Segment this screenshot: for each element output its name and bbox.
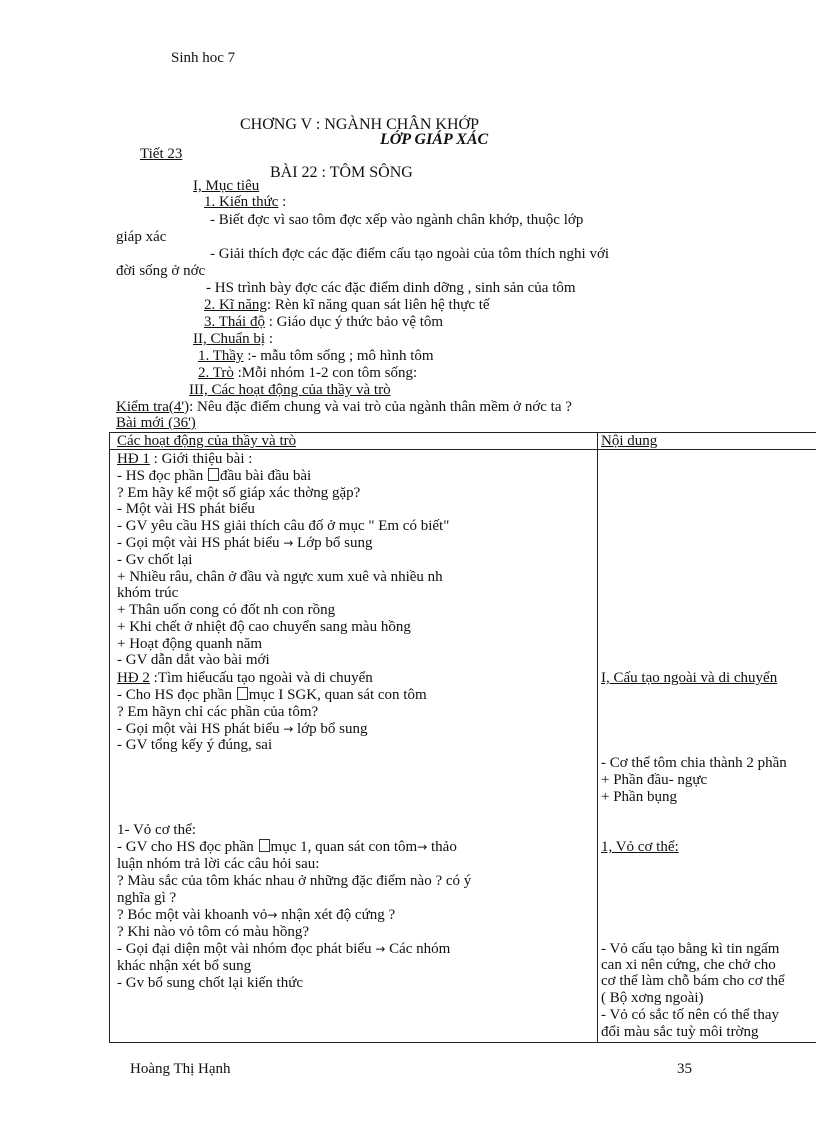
student-label: 2. Trò: [198, 365, 234, 381]
column-divider: [597, 433, 598, 1042]
missing-glyph-box: [259, 839, 270, 852]
attitude-label: 3. Thái độ: [204, 314, 265, 330]
check-line: [116, 399, 572, 416]
activity-line-13: [117, 687, 427, 704]
shell-line-8a: - Gọi đại diện một vài nhóm đọc phát biểu: [117, 941, 376, 957]
hd2-label: HĐ 2: [117, 670, 150, 686]
skills-label: 2. Kĩ năng: [204, 297, 267, 313]
activity-line-4: - GV yêu cầu HS giải thích câu đố ở mục " Em có biết": [117, 518, 450, 534]
activity-line-7: + Nhiều râu, chân ở đầu và ngực xum xuê và nhiều nh: [117, 569, 443, 585]
shell-line-2c: thảo: [427, 839, 457, 855]
footer-author: Hoàng Thị Hạnh: [130, 1061, 231, 1077]
activity-line-1: [117, 468, 311, 485]
right-arrow-icon: →: [283, 536, 294, 550]
shell-line-6: [117, 907, 395, 924]
activity-line-10: + Khi chết ở nhiệt độ cao chuyển sang màu hồng: [117, 619, 411, 635]
content-heading-1: I, Cấu tạo ngoài và di chuyển: [601, 670, 778, 686]
activity-line-5b: Lớp bổ sung: [293, 535, 373, 551]
activity-line-16: - GV tổng kếy ý đúng, sai: [117, 737, 273, 753]
activity-line-1a: - HS đọc phần: [117, 468, 207, 484]
hd1-line: [117, 451, 252, 468]
student-line: [198, 365, 417, 382]
attitude-line: [204, 314, 443, 331]
knowledge-line: [204, 194, 286, 211]
shell-line-2: [117, 839, 457, 856]
shell-line-8: [117, 941, 450, 958]
period-label: Tiết 23: [140, 146, 183, 162]
lesson-title: BÀI 22 : TÔM SÔNG: [270, 164, 413, 181]
prep-heading: II, Chuẩn bị: [193, 331, 266, 347]
class-title: LỚP GIÁP XÁC: [380, 131, 489, 148]
check-label: Kiểm tra(4': [116, 399, 185, 415]
prep-heading-after: :: [265, 331, 273, 347]
content-line-11: đổi màu sắc tuỳ môi trờng: [601, 1024, 759, 1040]
activity-line-14: ? Em hãyn chỉ các phần của tôm?: [117, 704, 319, 720]
right-arrow-icon: →: [375, 942, 386, 956]
page-number: 35: [677, 1061, 692, 1077]
chapter-title: CHƠNG V : NGÀNH CHÂN KHỚP: [240, 116, 479, 133]
activity-line-8: khóm trúc: [117, 585, 179, 601]
lesson-table: [109, 432, 816, 1043]
activity-line-2: ? Em hãy kể một số giáp xác thờng gặp?: [117, 485, 361, 501]
content-line-10: - Vỏ có sắc tố nên có thể thay: [601, 1007, 780, 1023]
content-line-4: + Phần bụng: [601, 789, 677, 805]
skills-text: : Rèn kĩ năng quan sát liên hệ thực tế: [266, 297, 490, 313]
right-arrow-icon: →: [417, 840, 428, 854]
activity-line-13a: - Cho HS đọc phần: [117, 687, 236, 703]
shell-line-4: ? Màu sắc của tôm khác nhau ở những đặc điểm nào ? có ý: [117, 873, 472, 889]
shell-line-9: khác nhận xét bổ sung: [117, 958, 252, 974]
activity-line-5a: - Gọi một vài HS phát biểu: [117, 535, 280, 551]
content-heading-5: 1, Vỏ cơ thể:: [601, 839, 679, 855]
activity-line-3: - Một vài HS phát biểu: [117, 501, 255, 517]
knowledge-item-3: - HS trình bày đợc các đặc điểm dinh dỡng , sinh sản của tôm: [206, 280, 576, 296]
content-line-6: - Vỏ cấu tạo bằng kì tin ngấm: [601, 941, 780, 957]
teacher-line: [198, 348, 434, 365]
activity-line-13b: mục I SGK, quan sát con tôm: [248, 687, 427, 703]
right-arrow-icon: →: [267, 908, 278, 922]
knowledge-item-2a: - Giải thích đợc các đặc điểm cấu tạo ngoài của tôm thích nghi với: [210, 246, 610, 262]
activity-line-9: + Thân uốn cong có đốt nh con rồng: [117, 602, 336, 618]
content-line-3: + Phần đầu- ngực: [601, 772, 708, 788]
hd1-text: : Giới thiệu bài :: [149, 451, 253, 467]
missing-glyph-box: [237, 687, 248, 700]
content-line-2: - Cơ thể tôm chia thành 2 phần: [601, 755, 787, 771]
shell-line-2a: - GV cho HS đọc phần: [117, 839, 258, 855]
check-text: ): Nêu đặc điểm chung và vai trò của ngành thân mềm ở nớc ta ?: [184, 399, 572, 415]
hd2-line: [117, 670, 373, 687]
page-header: Sinh hoc 7: [171, 50, 236, 66]
shell-line-6a: ? Bóc một vài khoanh vỏ: [117, 907, 268, 923]
knowledge-item-1a: - Biết đợc vì sao tôm đợc xếp vào ngành chân khớp, thuộc lớp: [210, 212, 584, 228]
shell-line-5: nghĩa gì ?: [117, 890, 177, 906]
activity-line-6: - Gv chốt lại: [117, 552, 193, 568]
hd1-label: HĐ 1: [117, 451, 150, 467]
col2-header: Nội dung: [601, 433, 658, 449]
knowledge-item-1b: giáp xác: [116, 229, 167, 245]
activities-heading: III, Các hoạt động của thầy và trò: [189, 382, 391, 398]
knowledge-item-2b: đời sống ở nớc: [116, 263, 206, 279]
shell-line-2b: mục 1, quan sát con tôm: [270, 839, 418, 855]
teacher-text: :- mẫu tôm sống ; mô hình tôm: [243, 348, 434, 364]
shell-line-10: - Gv bổ sung chốt lại kiến thức: [117, 975, 304, 991]
activity-line-15a: - Gọi một vài HS phát biểu: [117, 721, 280, 737]
shell-line-8b: Các nhóm: [385, 941, 451, 957]
prep-heading-line: [193, 331, 273, 348]
knowledge-label: 1. Kiến thức: [204, 194, 279, 210]
shell-line-7: ? Khi nào vỏ tôm có màu hồng?: [117, 924, 310, 940]
shell-line-6b: nhận xét độ cứng ?: [277, 907, 396, 923]
col1-header: Các hoạt động của thầy và trò: [117, 433, 297, 449]
missing-glyph-box: [208, 468, 219, 481]
activity-line-12: - GV dẫn dắt vào bài mới: [117, 652, 270, 668]
objectives-heading: I, Mục tiêu: [193, 178, 260, 194]
shell-line-3: luận nhóm trả lời các câu hỏi sau:: [117, 856, 320, 872]
activity-line-1b: đầu bài đầu bài: [220, 468, 312, 484]
activity-line-15b: lớp bổ sung: [293, 721, 368, 737]
activity-line-11: + Hoạt động quanh năm: [117, 636, 263, 652]
activity-line-15: [117, 721, 367, 738]
hd2-text: :Tìm hiểucấu tạo ngoài và di chuyển: [149, 670, 373, 686]
knowledge-after: :: [278, 194, 287, 210]
attitude-text: : Giáo dục ý thức bảo vệ tôm: [264, 314, 444, 330]
content-line-7: can xi nên cứng, che chở cho: [601, 957, 776, 973]
teacher-label: 1. Thầy: [198, 348, 244, 364]
new-lesson-label: Bài mới (36'): [116, 415, 196, 431]
skills-line: [204, 297, 490, 314]
right-arrow-icon: →: [283, 722, 294, 736]
student-text: :Mỗi nhóm 1-2 con tôm sống:: [233, 365, 418, 381]
content-line-9: ( Bộ xơng ngoài): [601, 990, 704, 1006]
content-line-8: cơ thể làm chỗ bám cho cơ thể: [601, 973, 785, 989]
shell-line-1: 1- Vỏ cơ thể:: [117, 822, 196, 838]
activity-line-5: [117, 535, 372, 552]
